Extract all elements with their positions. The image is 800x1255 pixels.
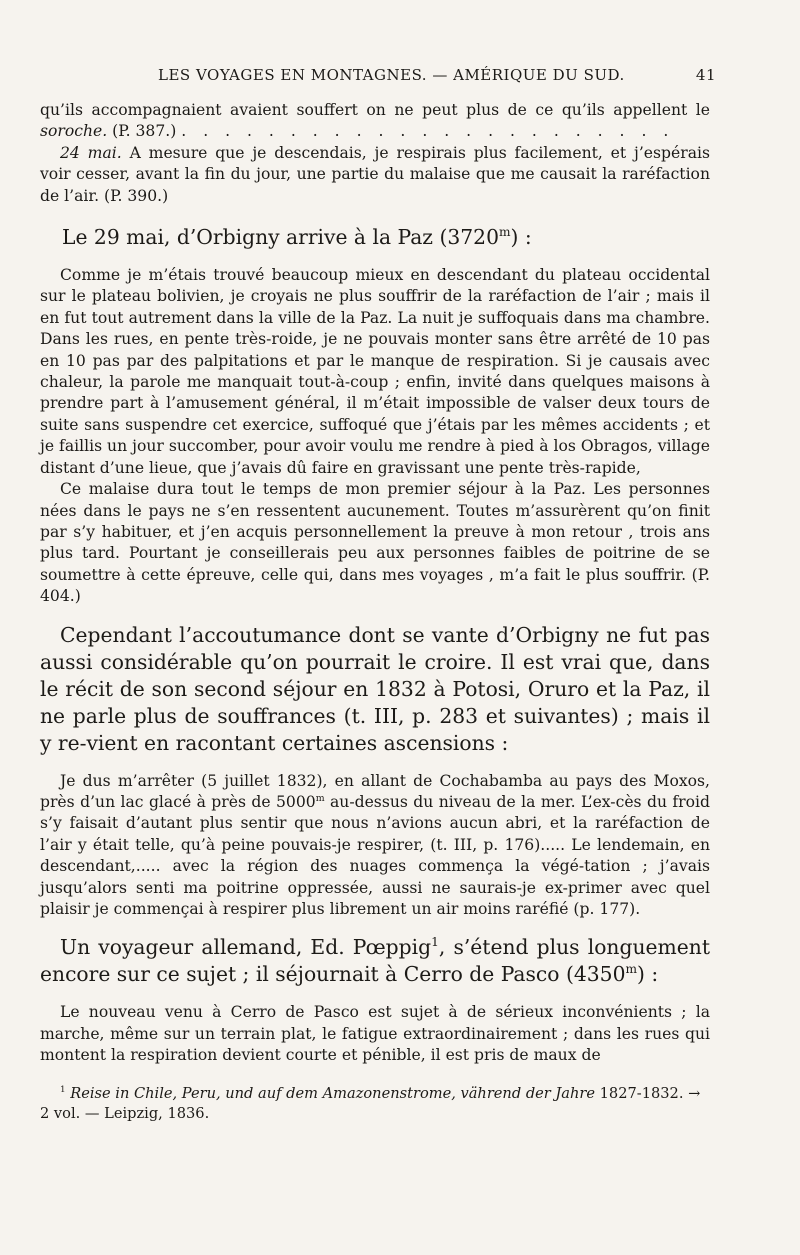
book-page — [40, 66, 716, 1124]
quote-paragraph: qu’ils accompagnaient avaient souffert on ne peut plus de ce qu’ils appellent le soroche. (P. 387.) . . . . . . . . . . . . . . . . . . . . . . . — [40, 101, 710, 141]
quote-block-3 — [40, 771, 710, 921]
section-heading: Le 29 mai, d’Orbigny arrive à la Paz (3720$^m$) : — [62, 225, 532, 250]
page-header — [40, 66, 716, 90]
quote-paragraph: Le nouveau venu à Cerro de Pasco est sujet à de sérieux inconvénients ; la marche, même sur un terrain plat, le fatigue extraordinairement ; dans les rues qui montent la respiration devient courte et pénible, il est pris de maux de — [40, 1003, 710, 1065]
page-number: 41 — [695, 66, 716, 84]
footnote-mark: 1 — [60, 1084, 66, 1095]
quote-paragraph: 24 mai. A mesure que je descendais, je respirais plus facilement, et j’espérais voir cesser, avant la fin du jour, une partie du malaise que me causait la raréfaction de l’air. (P. 390.) — [40, 143, 710, 205]
quote-paragraph: Comme je m’étais trouvé beaucoup mieux en descendant du plateau occidental sur le plateau bolivien, je croyais ne plus souffrir de la raréfaction de l’air ; mais il en fut tout autrement dans la ville de la Paz. La nuit je suffoquais dans ma chambre. Dans les rues, en pente très-roide, je ne pouvais monter sans être arrêté de 10 pas en 10 pas par des palpitations et par le manque de respiration. Si je causais avec chaleur, la parole me manquait tout-à-coup ; enfin, invité dans quelques maisons à prendre part à l’amusement général, il m’était impossible de valser deux tours de suite sans suspendre cet exercice, suffoqué que j’étais par les mêmes accidents ; et je faillis un jour succomber, pour avoir voulu me rendre à pied à los Obragos, village distant d’une lieue, que j’avais dû faire en gravissant une pente très-rapide, — [40, 266, 710, 477]
body-block-2 — [40, 934, 710, 988]
quote-paragraph: Ce malaise dura tout le temps de mon premier séjour à la Paz. Les personnes nées dans le pays ne s’en ressentent aucunement. Toutes m’assurèrent qu’on finit par s’y habituer, et j’en acquis personnellement la preuve à mon retour , trois ans plus tard. Pourtant je conseillerais peu aux personnes faibles de poitrine de se soumettre à cette épreuve, celle qui, dans mes voyages , m’a fait le plus souffrir. (P. 404.) — [40, 480, 710, 606]
footnote-ref: 1 — [431, 935, 439, 950]
quote-block-1 — [40, 100, 710, 207]
running-title: LES VOYAGES EN MONTAGNES. — AMÉRIQUE DU SUD. — [158, 66, 625, 84]
quote-paragraph: Je dus m’arrêter (5 juillet 1832), en allant de Cochabamba au pays des Moxos, près d’un lac glacé à près de 5000$^m$ au-dessus du niveau de la mer. L’ex-cès du froid s’y faisait d’autant plus sentir que nous n’avions aucun abri, et la raréfaction de l’air y était telle, qu’à peine pouvais-je respirer, (t. III, p. 176)..... Le lendemain, en descendant,..... avec la région des nuages commença la végé-tation ; j’avais jusqu’alors senti ma poitrine oppressée, aussi ne saurais-je ex-primer avec quel plaisir je commençai à respirer plus librement un air moins raréfié (p. 177). — [40, 771, 710, 918]
quote-block-2 — [40, 265, 710, 608]
body-paragraph: Cependant l’accoutumance dont se vante d’Orbigny ne fut pas aussi considérable qu’on pourrait le croire. Il est vrai que, dans le récit de son second séjour en 1832 à Potosi, Oruro et la Paz, il ne parle plus de souffrances (t. III, p. 283 et suivantes) ; mais il y re-vient en racontant certaines ascensions : — [40, 622, 710, 755]
body-paragraph: Un voyageur allemand, Ed. Pœppig$^1$, s’étend plus longuement encore sur ce sujet ; il séjournait à Cerro de Pasco (4350$^m$) : — [40, 935, 710, 987]
quote-block-4 — [40, 1002, 710, 1066]
footnote: $^1$ Reise in Chile, Peru, und auf dem Amazonenstrome, vährend der Jahre 1827-1832. → 2 vol. — Leipzig, 1836. — [40, 1084, 701, 1122]
body-block-1 — [40, 622, 710, 757]
